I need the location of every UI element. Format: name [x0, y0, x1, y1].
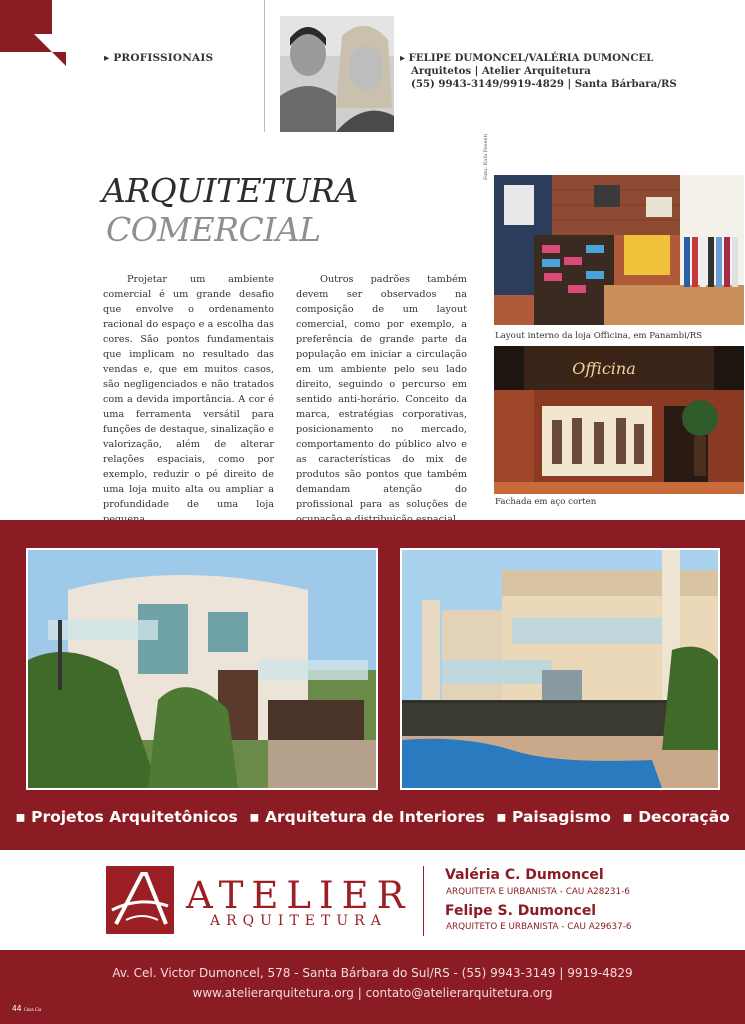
- service-item: ▪ Projetos Arquitetônicos: [15, 808, 238, 826]
- service-item: ▪ Arquitetura de Interiores: [249, 808, 485, 826]
- house-photo-2: [400, 548, 720, 790]
- corner-decoration: [0, 0, 66, 66]
- office-address: Av. Cel. Victor Dumoncel, 578 - Santa Bárbara do Sul/RS - (55) 9943-3149 | 9919-4829: [112, 966, 633, 980]
- page-number: 44 Casa Cia: [12, 1004, 42, 1013]
- authors-names: FELIPE DUMONCEL/VALÉRIA DUMONCEL: [408, 52, 654, 64]
- article-title-line2: COMERCIAL: [106, 210, 321, 249]
- authors-contact: (55) 9943-3149/9919-4829 | Santa Bárbara/RS: [411, 78, 677, 90]
- article-title-line1: ARQUITETURA: [102, 171, 358, 210]
- person1-title: ARQUITETA E URBANISTA - CAU A28231-6: [446, 887, 630, 897]
- person2-title: ARQUITETO E URBANISTA - CAU A29637-6: [446, 922, 632, 932]
- photo-caption-1: Layout interno da loja Officina, em Panambi/RS: [495, 331, 703, 341]
- store-sign: Officina: [572, 359, 636, 378]
- section-label-text: PROFISSIONAIS: [113, 52, 214, 64]
- magazine-name: Casa Cia: [23, 1007, 42, 1012]
- service-item: ▪ Paisagismo: [496, 808, 611, 826]
- brand-name: ATELIER: [186, 874, 413, 917]
- person2-name: Felipe S. Dumoncel: [445, 903, 597, 919]
- article-column-1: Projetar um ambiente comercial é um grande desafio que envolve o ordenamento racional do espaço e a escolha das cores. São pontos fundamentais que implicam no resultado das vendas e, que em muitos casos, são negligenciados e não tratados com a devida importância. A cor é uma ferramenta versátil para funções de destaque, sinalização e valorização, além de alterar relações espaciais, como por exemplo, reduzir o pé direito de uma loja muito alta ou ampliar a profundidade de uma loja: [103, 274, 274, 510]
- authors-portrait: [280, 16, 394, 132]
- website-email: www.atelierarquitetura.org | contato@atelierarquitetura.org: [192, 986, 553, 1000]
- authors-role: Arquitetos | Atelier Arquitetura: [411, 65, 591, 77]
- section-label: ▸ PROFISSIONAIS: [104, 52, 214, 64]
- photo-credit: Foto: Rafa Pesenti: [483, 133, 489, 180]
- photo-caption-2: Fachada em aço corten: [495, 497, 597, 507]
- authors-block: ▸ FELIPE DUMONCEL/VALÉRIA DUMONCEL Arquitetos | Atelier Arquitetura (55) 9943-3149/9919-4829 | Santa Bárbara/RS: [400, 52, 677, 90]
- atelier-logo-icon: [106, 866, 174, 934]
- contact-divider: [423, 866, 424, 936]
- brand-subtitle: ARQUITETURA: [210, 913, 387, 929]
- store-interior-photo: [494, 175, 744, 325]
- article-column-2: Outros padrões também devem ser observados na composição de um layout comercial, como por exemplo, a preferência de grande parte da população em iniciar a circulação em um ambiente pelo seu lado direito, seguindo o percurso em sentido anti-horário. Conceito da marca, estratégias corporativas, posicionamento no mercado, comportamento do público alvo e as características do mix de produtos são pontos que também demandam atenção do profissional para as soluções de: [296, 274, 467, 510]
- house-photo-1: [26, 548, 378, 790]
- services-list: [0, 808, 745, 826]
- service-item: ▪ Decoração: [622, 808, 730, 826]
- person1-name: Valéria C. Dumoncel: [445, 867, 604, 883]
- store-facade-photo: [494, 346, 744, 494]
- header-divider: [264, 0, 265, 132]
